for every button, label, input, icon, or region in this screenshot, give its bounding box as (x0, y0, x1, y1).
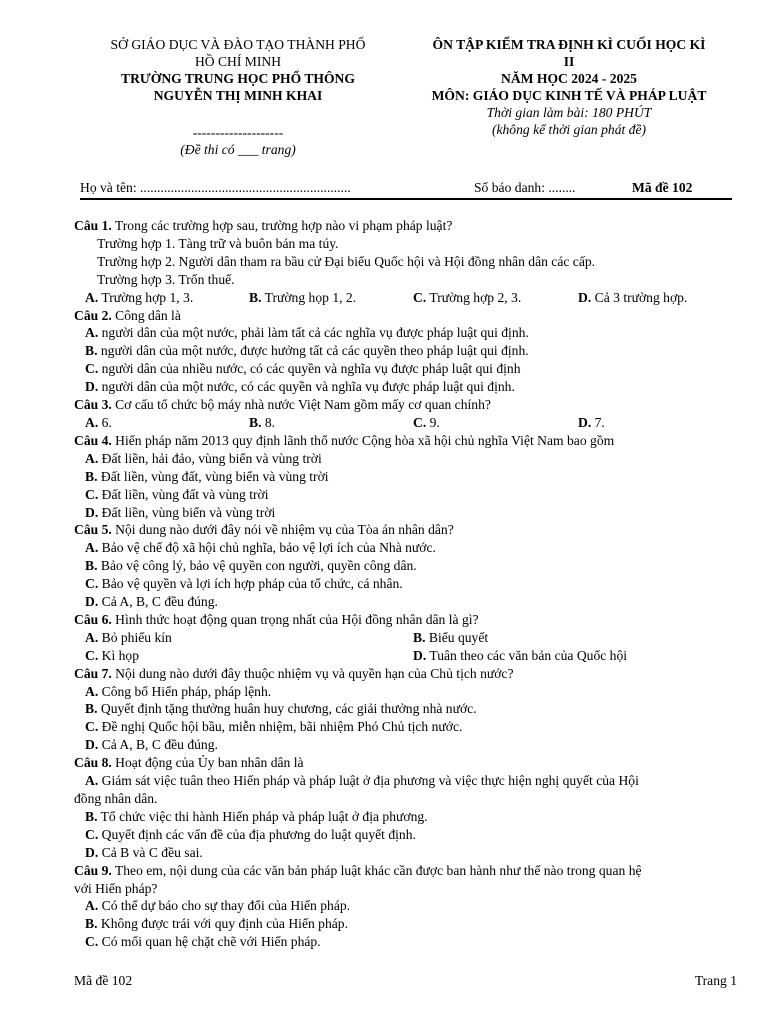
option-a-continuation: đồng nhân dân. (74, 791, 158, 806)
school-line-2: NGUYỄN THỊ MINH KHAI (153, 88, 323, 103)
school-line-1: TRƯỜNG TRUNG HỌC PHỔ THÔNG (121, 71, 355, 86)
question-list (74, 217, 738, 951)
student-info-line (80, 178, 732, 200)
option-d[interactable]: D. Cả 3 trường hợp. (578, 289, 688, 305)
school-year: NĂM HỌC 2024 - 2025 (501, 71, 637, 86)
pages-note: (Đề thi có ___ trang) (180, 142, 296, 157)
option-c[interactable]: C. Bảo vệ quyền và lợi ích hợp pháp của tổ chức, cá nhân. (85, 576, 403, 592)
option-d[interactable]: D. Cả A, B, C đều đúng. (85, 737, 218, 753)
question-1-options (74, 289, 738, 307)
question-9-text-continuation: với Hiến pháp? (74, 880, 158, 896)
footer-exam-code: Mã đề 102 (74, 973, 133, 988)
option-b[interactable]: B. Biểu quyết (413, 629, 489, 645)
question-label: Câu 5. (74, 522, 112, 538)
question-text: Hoạt động của Ủy ban nhân dân là (111, 755, 304, 771)
option-c[interactable]: C. Trường hợp 2, 3. (413, 289, 522, 305)
option-a[interactable]: A. 6. (85, 414, 112, 430)
option-a[interactable]: A. Trường hợp 1, 3. (85, 289, 194, 305)
option-a[interactable]: A. Giám sát việc tuân theo Hiến pháp và pháp luật ở địa phương và việc thực hiện nghị quyết của Hội (85, 773, 639, 789)
time-note: (không kể thời gian phát đề) (491, 122, 647, 137)
option-c[interactable]: C. người dân của nhiều nước, có các quyền và nghĩa vụ được pháp luật qui định (85, 361, 521, 377)
time-limit: Thời gian làm bài: 180 PHÚT (486, 105, 652, 120)
question-text: Hiến pháp năm 2013 quy định lãnh thổ nước Cộng hòa xã hội chủ nghĩa Việt Nam bao gồm (111, 432, 615, 448)
question-text: Hình thức hoạt động quan trọng nhất của Hội đồng nhân dân là gì? (111, 611, 479, 627)
question-6-options-row-2 (74, 647, 738, 665)
option-d[interactable]: D. Tuân theo các văn bản của Quốc hội (413, 647, 628, 663)
option-b[interactable]: B. 8. (249, 414, 276, 430)
question-text: Trong các trường hợp sau, trường hợp nào vi phạm pháp luật? (111, 218, 453, 233)
question-text: Công dân là (111, 307, 181, 323)
option-d[interactable]: D. Cả B và C đều sai. (85, 844, 203, 860)
question-1 (74, 217, 738, 235)
option-c[interactable]: C. Đề nghị Quốc hội bầu, miễn nhiệm, bãi nhiệm Phó Chủ tịch nước. (85, 719, 463, 735)
department-line-2: HỒ CHÍ MINH (194, 54, 282, 69)
option-d[interactable]: D. người dân của một nước, có các quyền và nghĩa vụ được pháp luật qui định. (85, 379, 515, 395)
question-label: Câu 9. (74, 862, 112, 878)
option-a[interactable]: A. Có thể dự báo cho sự thay đổi của Hiến pháp. (85, 898, 351, 914)
option-b[interactable]: B. Quyết định tặng thưởng huân huy chương, các giải thưởng nhà nước. (85, 701, 477, 717)
question-text: Nội dung nào dưới đây nói về nhiệm vụ của Tòa án nhân dân? (111, 522, 454, 538)
option-a[interactable]: A. Công bố Hiến pháp, pháp lệnh. (85, 683, 272, 699)
header-left (82, 36, 394, 158)
option-c[interactable]: C. Đất liền, vùng đất và vùng trời (85, 486, 269, 502)
exam-title-line-2: II (563, 54, 575, 69)
question-text: Cơ cấu tổ chức bộ máy nhà nước Việt Nam gồm mấy cơ quan chính? (111, 397, 491, 413)
question-label: Câu 7. (74, 665, 112, 681)
question-4 (74, 432, 738, 450)
option-b[interactable]: B. Tổ chức việc thi hành Hiến pháp và pháp luật ở địa phương. (85, 808, 428, 824)
subject: MÔN: GIÁO DỤC KINH TẾ VÀ PHÁP LUẬT (431, 88, 707, 103)
option-c[interactable]: C. Quyết định các vấn đề của địa phương do luật quyết định. (85, 826, 416, 842)
option-b[interactable]: B. Không được trái với quy định của Hiến pháp. (85, 916, 348, 932)
option-b[interactable]: B. Trường họp 1, 2. (249, 289, 357, 305)
option-c[interactable]: C. Kì họp (85, 647, 140, 663)
candidate-number-field[interactable]: Số báo danh: ........ (474, 180, 576, 195)
question-label: Câu 3. (74, 397, 112, 413)
student-name-field[interactable]: Họ và tên: .............................................................. (80, 180, 351, 195)
option-a[interactable]: A. Đất liền, hải đảo, vùng biển và vùng trời (85, 450, 322, 466)
question-8 (74, 754, 738, 772)
option-d[interactable]: D. 7. (578, 414, 605, 430)
option-a[interactable]: A. Bảo vệ chế độ xã hội chủ nghĩa, bảo vệ lợi ích của Nhà nước. (85, 540, 436, 556)
question-3 (74, 396, 738, 414)
question-label: Câu 6. (74, 611, 112, 627)
department-line-1: SỞ GIÁO DỤC VÀ ĐÀO TẠO THÀNH PHỐ (110, 37, 366, 52)
exam-title-line-1: ÔN TẬP KIỂM TRA ĐỊNH KÌ CUỐI HỌC KÌ (432, 37, 706, 52)
header-right (400, 36, 738, 138)
option-b[interactable]: B. Đất liền, vùng đất, vùng biển và vùng trời (85, 468, 329, 484)
question-5 (74, 521, 738, 539)
separator: -------------------- (192, 125, 284, 140)
question-7 (74, 665, 738, 683)
question-2 (74, 307, 738, 325)
question-label: Câu 4. (74, 432, 112, 448)
question-9 (74, 862, 738, 880)
option-c[interactable]: C. Có mối quan hệ chặt chẽ với Hiến pháp. (85, 934, 321, 950)
option-d[interactable]: D. Đất liền, vùng biển và vùng trời (85, 504, 276, 520)
footer-page-number: Trang 1 (694, 973, 737, 988)
question-label: Câu 2. (74, 307, 112, 323)
option-d[interactable]: D. Cả A, B, C đều đúng. (85, 594, 218, 610)
question-3-options (74, 414, 738, 432)
question-6 (74, 611, 738, 629)
question-label: Câu 1. (74, 218, 112, 233)
exam-code: Mã đề 102 (632, 180, 693, 195)
option-a[interactable]: A. người dân của một nước, phải làm tất cả các nghĩa vụ được pháp luật qui định. (85, 325, 529, 341)
question-text: Theo em, nội dung của các văn bản pháp luật khác cần được ban hành như thế nào trong quan hệ (111, 862, 642, 878)
question-6-options-row-1 (74, 629, 738, 647)
question-1-case-2: Trường hợp 2. Người dân tham ra bầu cử Đại biểu Quốc hội và Hội đồng nhân dân các cấp. (97, 253, 596, 269)
question-label: Câu 8. (74, 755, 112, 771)
option-b[interactable]: B. Bảo vệ công lý, bảo vệ quyền con người, quyền công dân. (85, 558, 417, 574)
option-c[interactable]: C. 9. (413, 414, 440, 430)
question-text: Nội dung nào dưới đây thuộc nhiệm vụ và quyền hạn của Chủ tịch nước? (111, 665, 514, 681)
question-1-case-1: Trường hợp 1. Tàng trữ và buôn bán ma túy. (97, 235, 339, 251)
question-1-case-3: Trường hợp 3. Trốn thuế. (97, 271, 235, 287)
option-a[interactable]: A. Bỏ phiếu kín (85, 629, 172, 645)
option-b[interactable]: B. người dân của một nước, được hưởng tất cả các quyền theo pháp luật qui định. (85, 343, 529, 359)
